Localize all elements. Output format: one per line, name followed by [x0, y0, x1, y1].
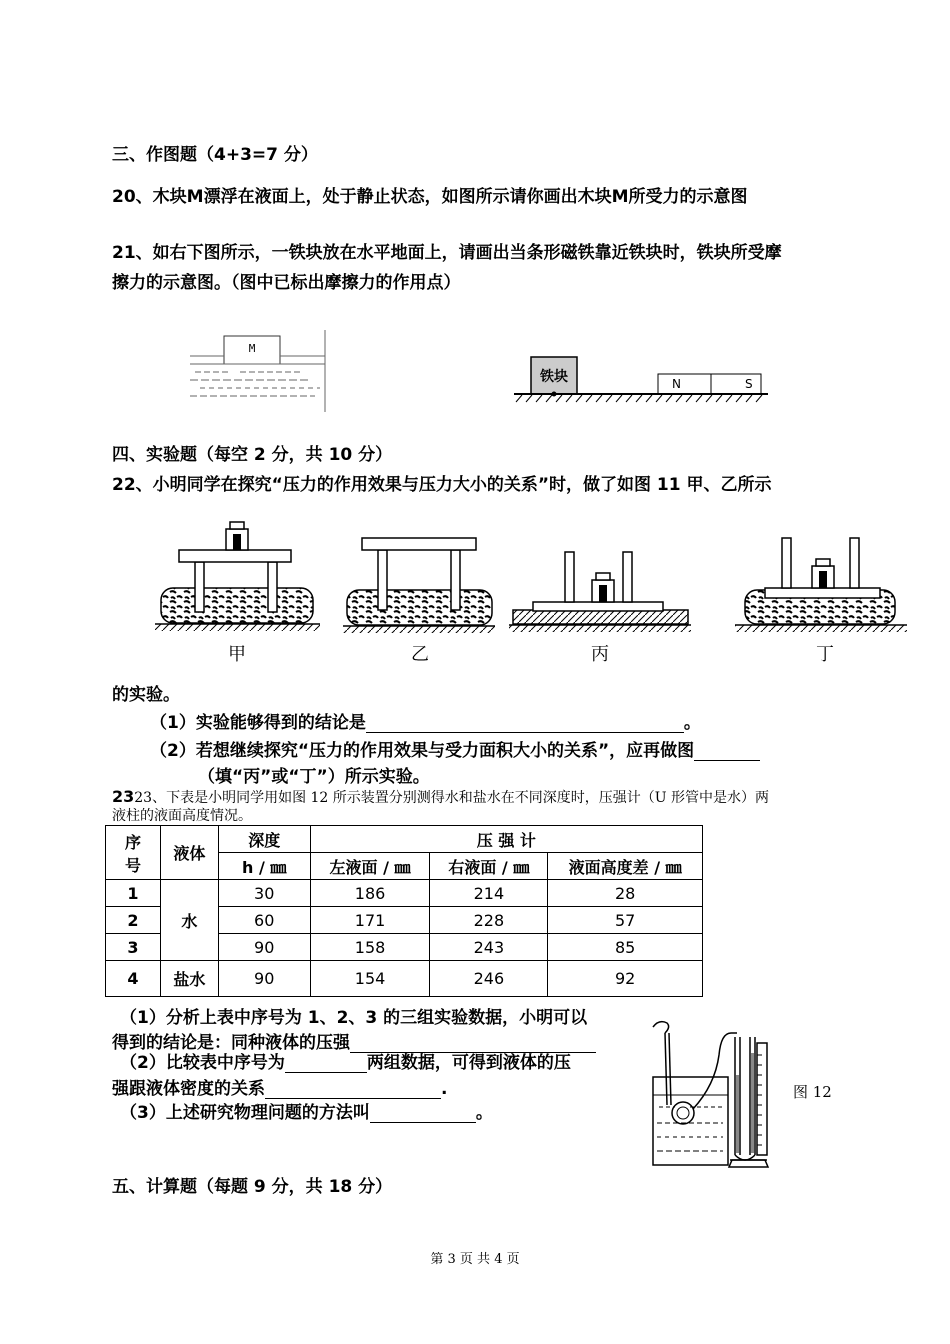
section-3-heading: 三、作图题（4+3=7 分）: [112, 145, 318, 165]
figure-11: [155, 510, 915, 670]
header-right: 右液面 / ㎜: [430, 853, 548, 880]
answer-blank-23-3[interactable]: [370, 1106, 476, 1123]
figure-label-ding: 丁: [816, 644, 834, 665]
table-row: 3 90 158 243 85: [106, 934, 703, 961]
question-23-sub-2a: （2）比较表中序号为 两组数据，可得到液体的压: [120, 1053, 571, 1073]
question-22-line-2: 的实验。: [112, 685, 180, 705]
table-row: 4 盐水 90 154 246 92: [106, 961, 703, 997]
table-row: 1 水 30 186 214 28: [106, 880, 703, 907]
question-23-sub-2b: 强跟液体密度的关系 .: [112, 1079, 448, 1099]
figure-12-caption: 图 12: [793, 1083, 832, 1101]
question-23-intro-1: 2323、下表是小明同学用如图 12 所示装置分别测得水和盐水在不同深度时，压强计（U 形管中是水）两: [112, 787, 770, 806]
page-footer: 第 3 页 共 4 页: [430, 1252, 520, 1267]
question-22-sub-2b: （填“丙”或“丁”）所示实验。: [198, 767, 430, 787]
section-5-heading: 五、计算题（每题 9 分，共 18 分）: [112, 1177, 393, 1197]
header-liquid: 液体: [160, 826, 218, 880]
figure-jia: [155, 522, 320, 631]
figure-12-pressure-gauge: [645, 1005, 775, 1170]
header-depth-unit: h / ㎜: [218, 853, 310, 880]
question-22-line-1: 22、小明同学在探究“压力的作用效果与压力大小的关系”时，做了如图 11 甲、乙所示: [112, 475, 772, 495]
figure-label-jia: 甲: [228, 644, 246, 665]
header-gauge: 压 强 计: [310, 826, 702, 853]
figure-bing: [509, 552, 691, 632]
figure-ding: [735, 538, 907, 632]
table-row: 2 60 171 228 57: [106, 907, 703, 934]
question-23-sub-1a: （1）分析上表中序号为 1、2、3 的三组实验数据，小明可以: [120, 1008, 588, 1028]
floating-block-figure: [190, 330, 330, 415]
answer-blank-22-2[interactable]: [694, 744, 760, 761]
figure-label-bing: 丙: [591, 644, 609, 665]
figure-label-yi: 乙: [411, 644, 429, 665]
answer-blank-23-2a[interactable]: [285, 1056, 367, 1073]
question-22-sub-1: （1）实验能够得到的结论是 。: [150, 713, 701, 733]
question-23-intro-2: 液柱的液面高度情况。: [112, 808, 252, 824]
table-header-row: [106, 826, 703, 853]
figure-yi: [343, 538, 495, 633]
question-21-line-2: 擦力的示意图。（图中已标出摩擦力的作用点）: [112, 273, 461, 293]
question-23-sub-3: （3）上述研究物理问题的方法叫 。: [120, 1103, 493, 1123]
section-4-heading: 四、实验题（每空 2 分，共 10 分）: [112, 445, 393, 465]
header-depth: 深度: [218, 826, 310, 853]
header-left: 左液面 / ㎜: [310, 853, 430, 880]
liquid-water: 水: [160, 880, 218, 961]
answer-blank-23-2b[interactable]: [265, 1082, 441, 1099]
data-table: [105, 825, 703, 997]
question-22-sub-2: （2）若想继续探究“压力的作用效果与受力面积大小的关系”，应再做图: [150, 736, 760, 761]
header-diff: 液面高度差 / ㎜: [548, 853, 703, 880]
question-23-sub-1b: 得到的结论是：同种液体的压强: [112, 1028, 596, 1053]
question-21-line-1: 21、如右下图所示，一铁块放在水平地面上，请画出当条形磁铁靠近铁块时，铁块所受摩: [112, 243, 782, 263]
block-m-label: M: [248, 342, 256, 355]
iron-magnet-figure: [512, 350, 774, 410]
header-seq: 序 号: [106, 826, 161, 880]
question-20-text: 20、木块M漂浮在液面上，处于静止状态，如图所示请你画出木块M所受力的示意图: [112, 187, 748, 207]
answer-blank-22-1[interactable]: [366, 716, 684, 733]
liquid-salt: 盐水: [160, 961, 218, 997]
magnet-s-label: S: [745, 377, 753, 391]
iron-block-label: 铁块: [540, 369, 568, 385]
magnet-n-label: N: [672, 377, 681, 391]
